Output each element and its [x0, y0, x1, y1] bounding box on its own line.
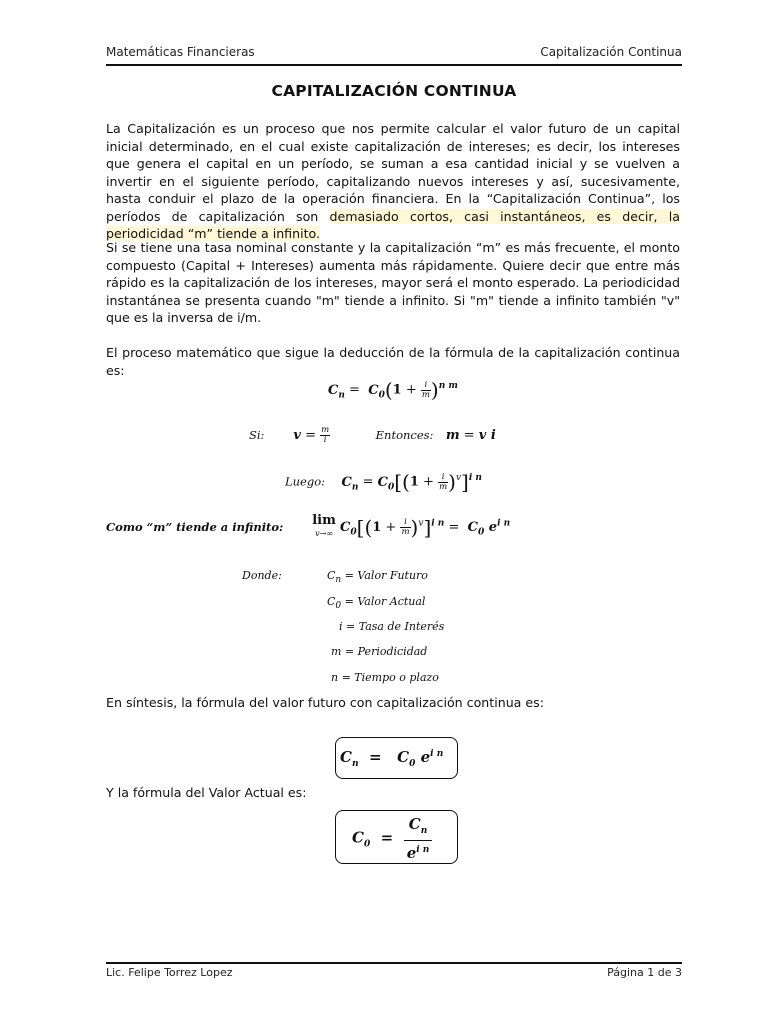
paragraph-future-value: En síntesis, la fórmula del valor futuro con capitalización continua es: [106, 695, 544, 710]
definition-periodicity-text: = Periodicidad [344, 645, 428, 658]
definition-interest-rate: i = Tasa de Interés [339, 620, 445, 633]
label-luego: Luego: [285, 474, 326, 489]
paragraph-nominal-rate: Si se tiene una tasa nominal constante y la capitalización “m” es más frecuente, el monto compuesto (Capital + Intereses) aumenta más rápidamente. Quiere decir que entre más rápido es la capitalización de los intereses, mayor será el monto esperado. La periodicidad instantánea se presenta cuando "m" tiende a infinito. Si "m" tiende a infinito también "v" que es la inversa de i/m. [106, 240, 680, 325]
header-rule [106, 64, 682, 66]
header-right: Capitalización Continua [540, 45, 682, 59]
definition-term-text: = Tiempo o plazo [341, 671, 439, 684]
definition-periodicity: m = Periodicidad [331, 645, 428, 658]
label-como: Como “m” tiende a infinito: [106, 520, 284, 534]
paragraph-process: El proceso matemático que sigue la deducción de la fórmula de la capitalización continua es: [106, 345, 680, 378]
definition-term: n = Tiempo o plazo [331, 671, 439, 684]
formula-substitution: Si: v = $\frac{m}{i}$ Entonces: m = v i [249, 425, 496, 445]
paragraph-intro-text: La Capitalización es un proceso que nos permite calcular el valor futuro de un capital inicial determinado, en el cual existe capitalización de intereses; es decir, los intereses que genera el capital en un período, se suman a esa cantidad inicial y se vuelven a invertir en el siguiente período, capitalizando nuevos intereses y así, sucesivamente, hasta conduir el plazo de la operación financiera. En la “Capitalización Continua”, los períodos de capitalización son [106, 121, 680, 224]
definition-future-value: $C_n$ = Valor Futuro [327, 569, 428, 586]
footer-rule [106, 962, 682, 964]
label-donde: Donde: [242, 569, 282, 582]
formula-present-value: $C_0$ = $\frac{C_n}{e^{i n}}$ [352, 815, 432, 862]
formula-luego: Luego: $C_n = C_0[(1$ + $\frac{i}{m}$ )$^v$]$^{i n}$ [285, 470, 482, 494]
definition-present-value-text: = Valor Actual [344, 595, 426, 608]
page-title: CAPITALIZACIÓN CONTINUA [271, 82, 517, 100]
paragraph-intro [106, 120, 680, 243]
label-entonces: Entonces: [375, 428, 434, 442]
formula-compound: $C_n = C_0(1$ + $\frac{i}{m}$ )$^{n m}$ [328, 378, 458, 402]
header-left: Matemáticas Financieras [106, 45, 255, 59]
definition-present-value: $C_0$ = Valor Actual [327, 595, 426, 612]
label-si: Si: [249, 428, 265, 442]
footer-page-number: Página 1 de 3 [607, 966, 682, 979]
formula-future-value: $C_n = C_0$ $e^{i n}$ [340, 748, 444, 769]
definition-future-value-text: = Valor Futuro [344, 569, 428, 582]
highlighted-text: demasiado cortos, casi instantáneos, es decir, la periodicidad “m” tiende a infinito. [106, 208, 680, 241]
formula-limit: Como “m” tiende a infinito: lim v→∞ $C_0[(1$ + $\frac{i}{m}$ )$^v]^{i n} = C_0$ $e^{i n}$ [106, 513, 511, 540]
footer-author: Lic. Felipe Torrez Lopez [106, 966, 233, 979]
definition-interest-rate-text: = Tasa de Interés [346, 620, 445, 633]
paragraph-present-value: Y la fórmula del Valor Actual es: [106, 785, 307, 800]
